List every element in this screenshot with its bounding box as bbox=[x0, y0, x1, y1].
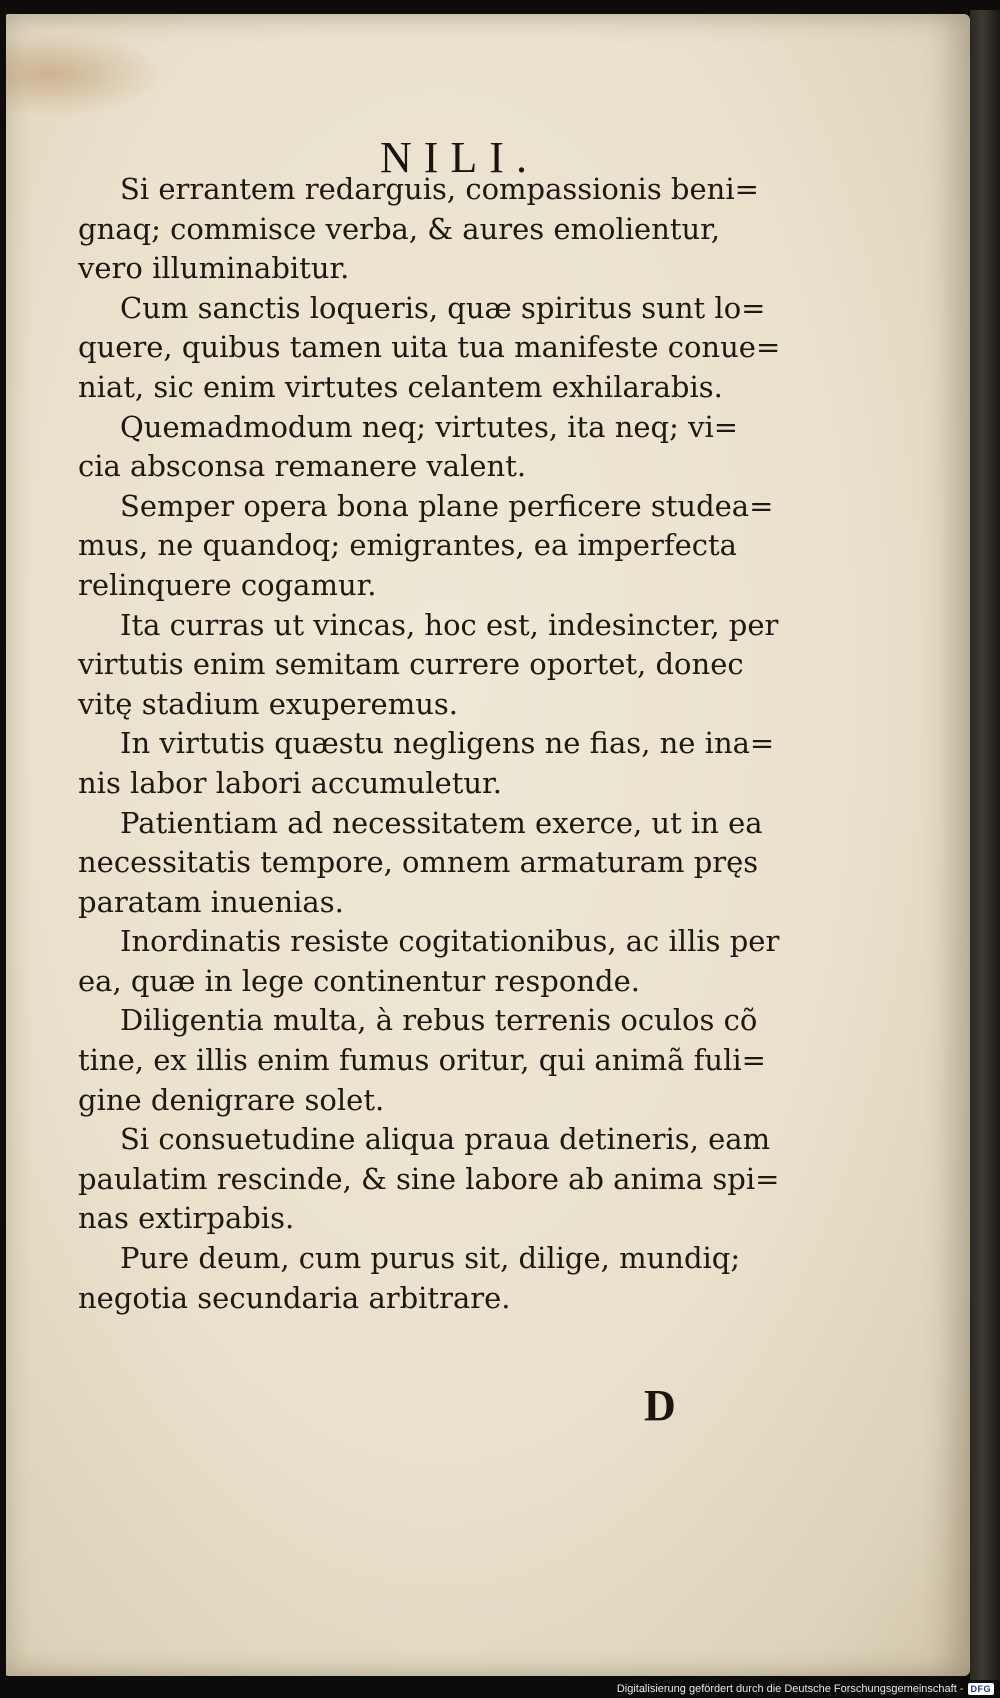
text-line: Patientiam ad necessitatem exerce, ut in ea bbox=[120, 805, 763, 840]
text-line: paratam inuenias. bbox=[78, 884, 344, 919]
text-line: nis labor labori accumuletur. bbox=[78, 765, 502, 800]
text-line: Cum sanctis loqueris, quæ spiritus sunt lo= bbox=[120, 290, 766, 325]
text-line: paulatim rescinde, & sine labore ab anima spi= bbox=[78, 1161, 780, 1196]
paragraph bbox=[78, 1120, 858, 1239]
text-line: In virtutis quæstu negligens ne fias, ne ina= bbox=[120, 726, 775, 761]
text-line: Si consuetudine aliqua praua detineris, eam bbox=[120, 1122, 771, 1157]
text-line: mus, ne quandoq; emigrantes, ea imperfecta bbox=[78, 528, 737, 563]
signature-mark: D bbox=[644, 1381, 676, 1430]
paragraph bbox=[78, 289, 858, 408]
text-line: necessitatis tempore, omnem armaturam pręs bbox=[78, 845, 759, 880]
running-head: NILI. bbox=[380, 133, 539, 182]
paragraph bbox=[78, 1001, 858, 1120]
paragraph bbox=[78, 170, 858, 289]
paragraph bbox=[78, 408, 858, 487]
text-line: gine denigrare solet. bbox=[78, 1082, 385, 1117]
paragraph bbox=[78, 1239, 858, 1318]
text-line: vitę stadium exuperemus. bbox=[78, 686, 458, 721]
digitization-credit bbox=[617, 1683, 994, 1695]
text-line: relinquere cogamur. bbox=[78, 567, 377, 602]
text-line: nas extirpabis. bbox=[78, 1201, 295, 1236]
text-line: Si errantem redarguis, compassionis beni= bbox=[120, 172, 759, 206]
text-line: ea, quæ in lege continentur responde. bbox=[78, 963, 640, 998]
text-line: Ita curras ut vincas, hoc est, indesincter, per bbox=[120, 607, 779, 642]
text-line: vero illuminabitur. bbox=[78, 251, 350, 286]
page-edge bbox=[970, 10, 1000, 1680]
text-line: gnaq; commisce verba, & aures emolientur, bbox=[78, 211, 721, 246]
paragraph bbox=[78, 487, 858, 606]
text-line: Pure deum, cum purus sit, dilige, mundiq; bbox=[120, 1241, 741, 1276]
text-line: quere, quibus tamen uita tua manifeste conue= bbox=[78, 330, 781, 365]
paper-stain bbox=[6, 34, 156, 114]
credit-text: Digitalisierung gefördert durch die Deutsche Forschungsgemeinschaft - bbox=[616, 1683, 964, 1695]
text-line: Quemadmodum neq; virtutes, ita neq; vi= bbox=[120, 409, 739, 444]
text-line: Inordinatis resiste cogitationibus, ac illis per bbox=[120, 924, 780, 959]
paragraph bbox=[78, 606, 858, 725]
text-line: negotia secundaria arbitrare. bbox=[78, 1280, 511, 1315]
paragraph bbox=[78, 724, 858, 803]
body-text bbox=[78, 170, 858, 1318]
dfg-logo-icon: DFG bbox=[968, 1683, 995, 1695]
text-line: Diligentia multa, à rebus terrenis oculos cõ bbox=[120, 1003, 758, 1038]
text-line: virtutis enim semitam currere oportet, donec bbox=[78, 647, 744, 682]
text-line: Semper opera bona plane perficere studea= bbox=[120, 488, 774, 523]
text-line: tine, ex illis enim fumus oritur, qui animã fuli= bbox=[78, 1043, 766, 1078]
paragraph bbox=[78, 804, 858, 923]
text-line: cia absconsa remanere valent. bbox=[78, 449, 527, 484]
text-line: niat, sic enim virtutes celantem exhilarabis. bbox=[78, 369, 723, 404]
paragraph bbox=[78, 922, 858, 1001]
